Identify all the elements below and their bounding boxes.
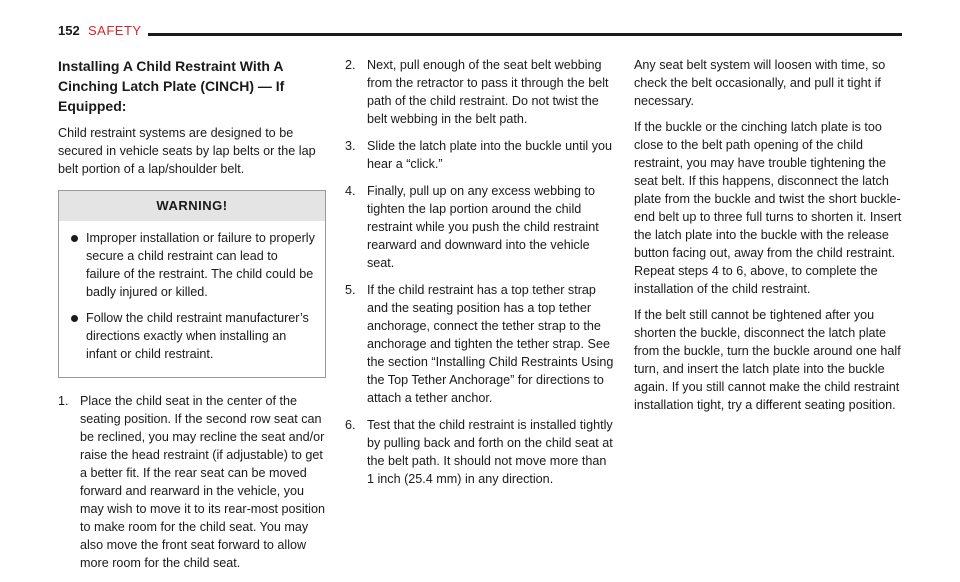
warning-box (58, 190, 326, 378)
column-3 (634, 56, 902, 422)
paragraph: If the belt still cannot be tightened after you shorten the buckle, disconnect the latch plate from the buckle, turn the buckle around one half turn, and insert the latch plate into the buckle again. If you still cannot make the child restraint installation tight, try a different seating position. (634, 308, 901, 412)
warning-list (59, 221, 325, 377)
step-item (345, 182, 615, 272)
step-item (58, 392, 326, 572)
step-item (345, 137, 615, 173)
step-item (345, 56, 615, 128)
section-heading: Installing A Child Restraint With A Cinching Latch Plate (CINCH) — If Equipped: (58, 58, 285, 114)
warning-item (69, 309, 315, 363)
steps-list-part-1 (58, 392, 326, 572)
step-item (345, 281, 615, 407)
warning-title: WARNING! (59, 191, 325, 221)
step-text: Slide the latch plate into the buckle until you hear a “click.” (367, 139, 613, 171)
step-text: If the child restraint has a top tether strap and the seating position has a top tether anchorage, connect the tether strap to the anchorage and tighten the tether strap. See the section “Installing Child Restraints Using the Top Tether Anchorage” for directions to attach a tether anchor. (367, 283, 614, 405)
step-number: 1. (58, 394, 69, 408)
section-title: SAFETY (88, 23, 142, 38)
intro-paragraph: Child restraint systems are designed to be secured in vehicle seats by lap belts or the lap belt portion of a lap/shoulder belt. (58, 126, 316, 176)
step-number: 2. (345, 58, 356, 72)
step-text: Place the child seat in the center of the seating position. If the second row seat can be reclined, you may recline the seat and/or raise the head restraint (if adjustable) to get a better fit. If the rear seat can be moved forward and rearward in the vehicle, you may wish to move it to its rear-most position to make room for the child seat. You may also move the front seat forward to allow more room for the child seat. (80, 394, 325, 570)
step-number: 6. (345, 418, 356, 432)
warning-item-text: Improper installation or failure to properly secure a child restraint can lead to failure of the restraint. The child could be badly injured or killed. (86, 231, 315, 299)
step-text: Finally, pull up on any excess webbing to tighten the lap portion around the child restraint while you push the child restraint rearward and downward into the vehicle seat. (367, 184, 599, 270)
step-number: 3. (345, 139, 356, 153)
page-header (58, 23, 902, 45)
warning-item-text: Follow the child restraint manufacturer’s directions exactly when installing an infant or child restraint. (86, 311, 309, 361)
column-1 (58, 56, 326, 581)
page-number: 152 (58, 23, 80, 38)
bullet-icon (71, 235, 78, 242)
paragraph: If the buckle or the cinching latch plate is too close to the belt path opening of the child restraint, you may have trouble tightening the seat belt. If this happens, disconnect the latch plate from the buckle and twist the short buckle-end belt up to three full turns to shorten it. Insert the latch plate into the buckle with the release button facing out, away from the child restraint. Repeat steps 4 to 6, above, to complete the installation of the child restraint. (634, 120, 902, 296)
paragraph: Any seat belt system will loosen with time, so check the belt occasionally, and pull it tight if necessary. (634, 58, 886, 108)
column-2 (345, 56, 615, 497)
step-item (345, 416, 615, 488)
header-rule (148, 33, 902, 36)
step-number: 5. (345, 283, 356, 297)
step-text: Next, pull enough of the seat belt webbing from the retractor to pass it through the belt path of the child restraint. Do not twist the belt webbing in the belt path. (367, 58, 609, 126)
steps-list-part-2 (345, 56, 615, 488)
step-number: 4. (345, 184, 356, 198)
warning-item (69, 229, 315, 301)
bullet-icon (71, 315, 78, 322)
step-text: Test that the child restraint is installed tightly by pulling back and forth on the child seat at the belt path. It should not move more than 1 inch (25.4 mm) in any direction. (367, 418, 613, 486)
